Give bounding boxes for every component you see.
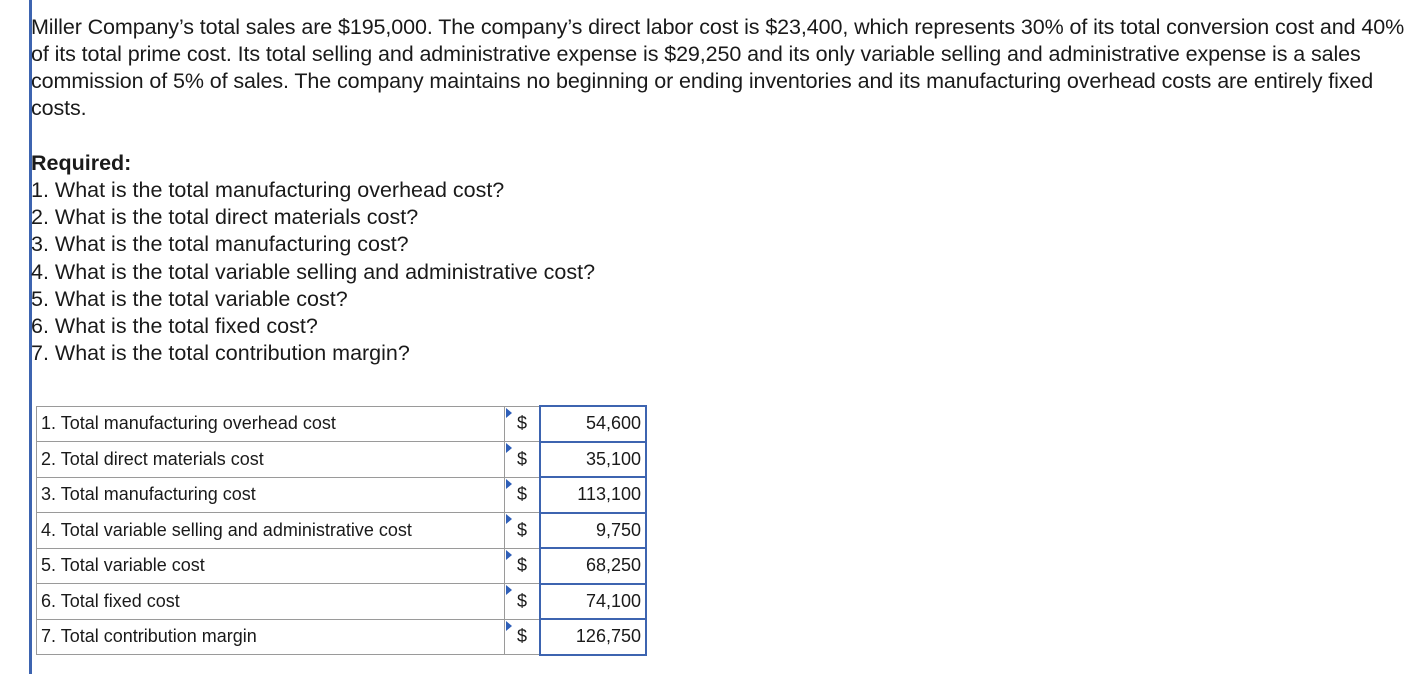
currency-cell <box>505 477 541 513</box>
question-item: 4. What is the total variable selling and administrative cost? <box>31 259 596 284</box>
currency-cell <box>505 584 541 620</box>
currency-symbol: $ <box>516 413 527 434</box>
input-flag-icon <box>506 443 512 453</box>
table-row <box>37 513 647 549</box>
question-content <box>31 14 1411 367</box>
currency-symbol: $ <box>516 519 527 540</box>
answer-input[interactable]: 126,750 <box>540 619 646 655</box>
currency-cell <box>505 442 541 478</box>
answer-input[interactable]: 68,250 <box>540 548 646 584</box>
row-label: 2. Total direct materials cost <box>37 442 505 478</box>
table-row <box>37 548 647 584</box>
table-row <box>37 477 647 513</box>
row-label: 4. Total variable selling and administrative cost <box>37 513 505 549</box>
question-item: 3. What is the total manufacturing cost? <box>31 232 409 257</box>
currency-cell <box>505 406 541 442</box>
table-row <box>37 406 647 442</box>
question-item: 6. What is the total fixed cost? <box>31 314 318 339</box>
answer-input[interactable]: 74,100 <box>540 584 646 620</box>
required-heading: Required: <box>31 151 132 175</box>
question-item: 2. What is the total direct materials cost? <box>31 205 419 230</box>
currency-symbol: $ <box>516 590 527 611</box>
input-flag-icon <box>506 621 512 631</box>
row-label: 1. Total manufacturing overhead cost <box>37 406 505 442</box>
input-flag-icon <box>506 479 512 489</box>
table-row <box>37 584 647 620</box>
currency-cell <box>505 548 541 584</box>
row-label: 7. Total contribution margin <box>37 619 505 655</box>
answer-input[interactable]: 9,750 <box>540 513 646 549</box>
currency-symbol: $ <box>516 484 527 505</box>
question-item: 1. What is the total manufacturing overhead cost? <box>31 178 505 202</box>
row-label: 3. Total manufacturing cost <box>37 477 505 513</box>
answer-input[interactable]: 113,100 <box>540 477 646 513</box>
table-row <box>37 442 647 478</box>
answer-table <box>36 405 647 656</box>
answer-input[interactable]: 54,600 <box>540 406 646 442</box>
table-row <box>37 619 647 655</box>
input-flag-icon <box>506 514 512 524</box>
row-label: 6. Total fixed cost <box>37 584 505 620</box>
row-label: 5. Total variable cost <box>37 548 505 584</box>
answer-input[interactable]: 35,100 <box>540 442 646 478</box>
currency-symbol: $ <box>516 626 527 647</box>
question-item: 5. What is the total variable cost? <box>31 286 348 311</box>
input-flag-icon <box>506 550 512 560</box>
input-flag-icon <box>506 585 512 595</box>
question-item: 7. What is the total contribution margin? <box>31 341 410 366</box>
currency-symbol: $ <box>516 555 527 576</box>
currency-cell <box>505 619 541 655</box>
problem-statement: Miller Company’s total sales are $195,000. The company’s direct labor cost is $23,400, which represents 30% of its total conversion cost and 40% of its total prime cost. Its total selling and administrative expense is $29,250 and its only variable selling and administrative expense is a sales commission of 5% of sales. The company maintains no beginning or ending inventories and its manufacturing overhead costs are entirely fixed costs. <box>31 15 1405 120</box>
currency-symbol: $ <box>516 448 527 469</box>
input-flag-icon <box>506 408 512 418</box>
question-list <box>31 177 1411 367</box>
currency-cell <box>505 513 541 549</box>
